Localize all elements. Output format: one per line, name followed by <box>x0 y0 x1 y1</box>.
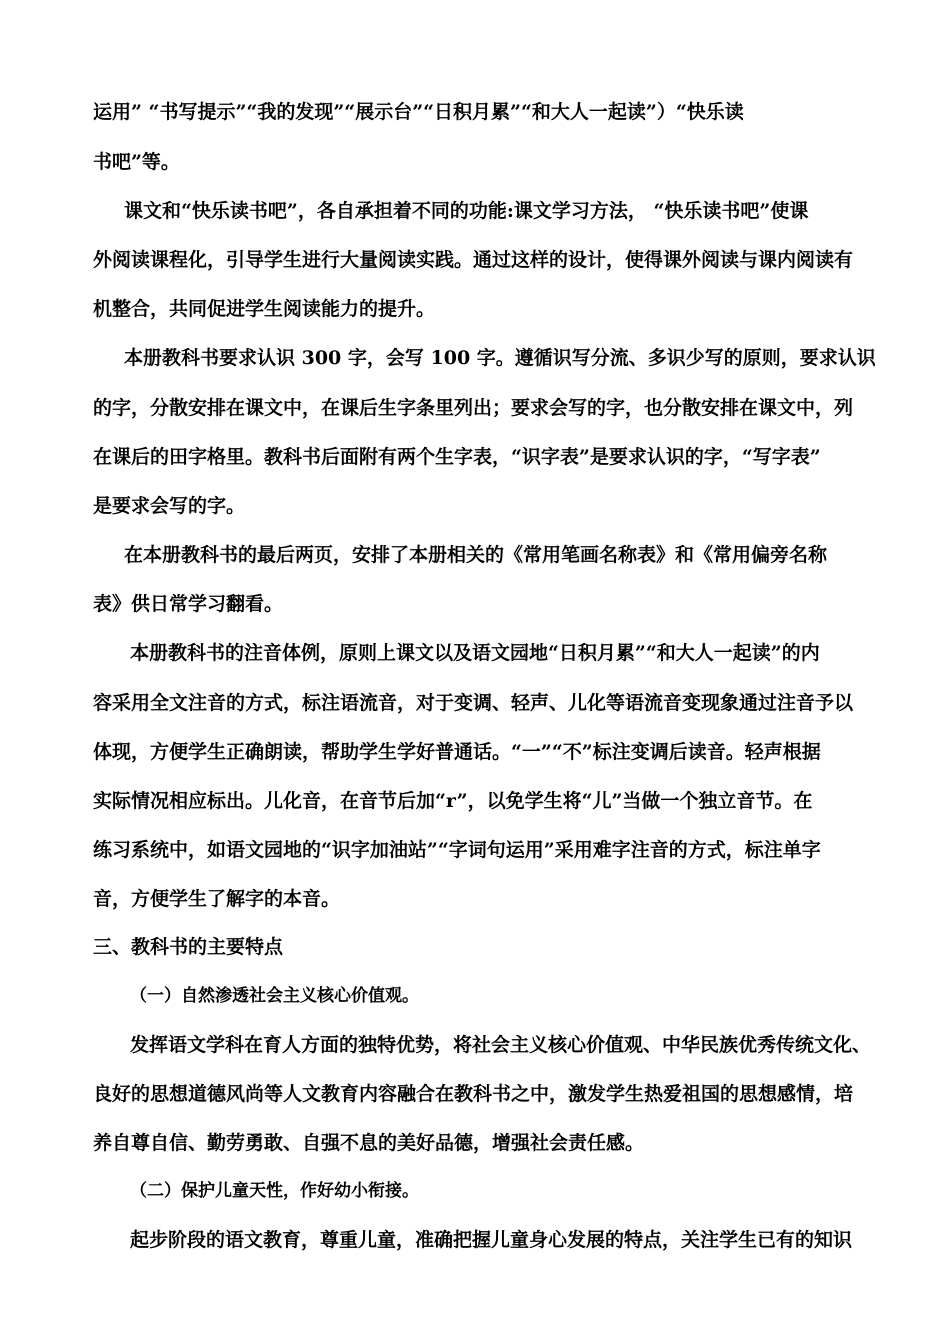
text-line: 音，方便学生了解字的本音。 <box>93 888 341 910</box>
text-line: 良好的思想道德风尚等人文教育内容融合在教科书之中，激发学生热爱祖国的思想感情，培 <box>93 1083 854 1105</box>
text-line: 在课后的田字格里。教科书后面附有两个生字表，“识字表”是要求认识的字，“写字表” <box>93 446 821 468</box>
text-line: 是要求会写的字。 <box>93 495 246 517</box>
subsection-heading: （一）自然渗透社会主义核心价值观。 <box>130 986 419 1006</box>
text-line: 体现，方便学生正确朗读，帮助学生学好普通话。“一”“不”标注变调后读音。轻声根据 <box>93 741 821 763</box>
text-line: 实际情况相应标出。儿化音，在音节后加“r”，以免学生将“儿”当做一个独立音节。在 <box>93 790 813 812</box>
text-line: 运用” “书写提示”“我的发现”“展示台”“日积月累”“和大人一起读”）“快乐读 <box>93 101 744 123</box>
text-line: 的字，分散安排在课文中，在课后生字条里列出；要求会写的字，也分散安排在课文中，列 <box>93 397 854 419</box>
subsection-heading: （二）保护儿童天性，作好幼小衔接。 <box>130 1181 419 1201</box>
text-line: 表》供日常学习翻看。 <box>93 593 284 615</box>
text-line: 养自尊自信、勤劳勇敢、自强不息的美好品德，增强社会责任感。 <box>93 1132 645 1154</box>
text-line: 机整合，共同促进学生阅读能力的提升。 <box>93 298 436 320</box>
text-line: 课文和“快乐读书吧”，各自承担着不同的功能:课文学习方法， “快乐读书吧”使课 <box>124 200 809 222</box>
text-line: 本册教科书的注音体例，原则上课文以及语文园地“日积月累”“和大人一起读”的内 <box>130 642 820 664</box>
text-line: 在本册教科书的最后两页，安排了本册相关的《常用笔画名称表》和《常用偏旁名称 <box>124 544 828 566</box>
text-line: 书吧”等。 <box>93 151 180 173</box>
text-line: 发挥语文学科在育人方面的独特优势，将社会主义核心价值观、中华民族优秀传统文化、 <box>130 1034 872 1056</box>
text-line: 起步阶段的语文教育，尊重儿童，准确把握儿童身心发展的特点，关注学生已有的知识 <box>130 1229 853 1251</box>
text-line: 本册教科书要求认识 300 字，会写 100 字。遵循识写分流、多识少写的原则，要求认识 <box>124 347 876 369</box>
section-heading: 三、教科书的主要特点 <box>93 936 284 958</box>
text-line: 练习系统中，如语文园地的“识字加油站”“字词句运用”采用难字注音的方式，标注单字 <box>93 839 821 861</box>
text-line: 外阅读课程化，引导学生进行大量阅读实践。通过这样的设计，使得课外阅读与课内阅读有 <box>93 249 854 271</box>
text-line: 容采用全文注音的方式，标注语流音，对于变调、轻声、儿化等语流音变现象通过注音予以 <box>93 692 854 714</box>
